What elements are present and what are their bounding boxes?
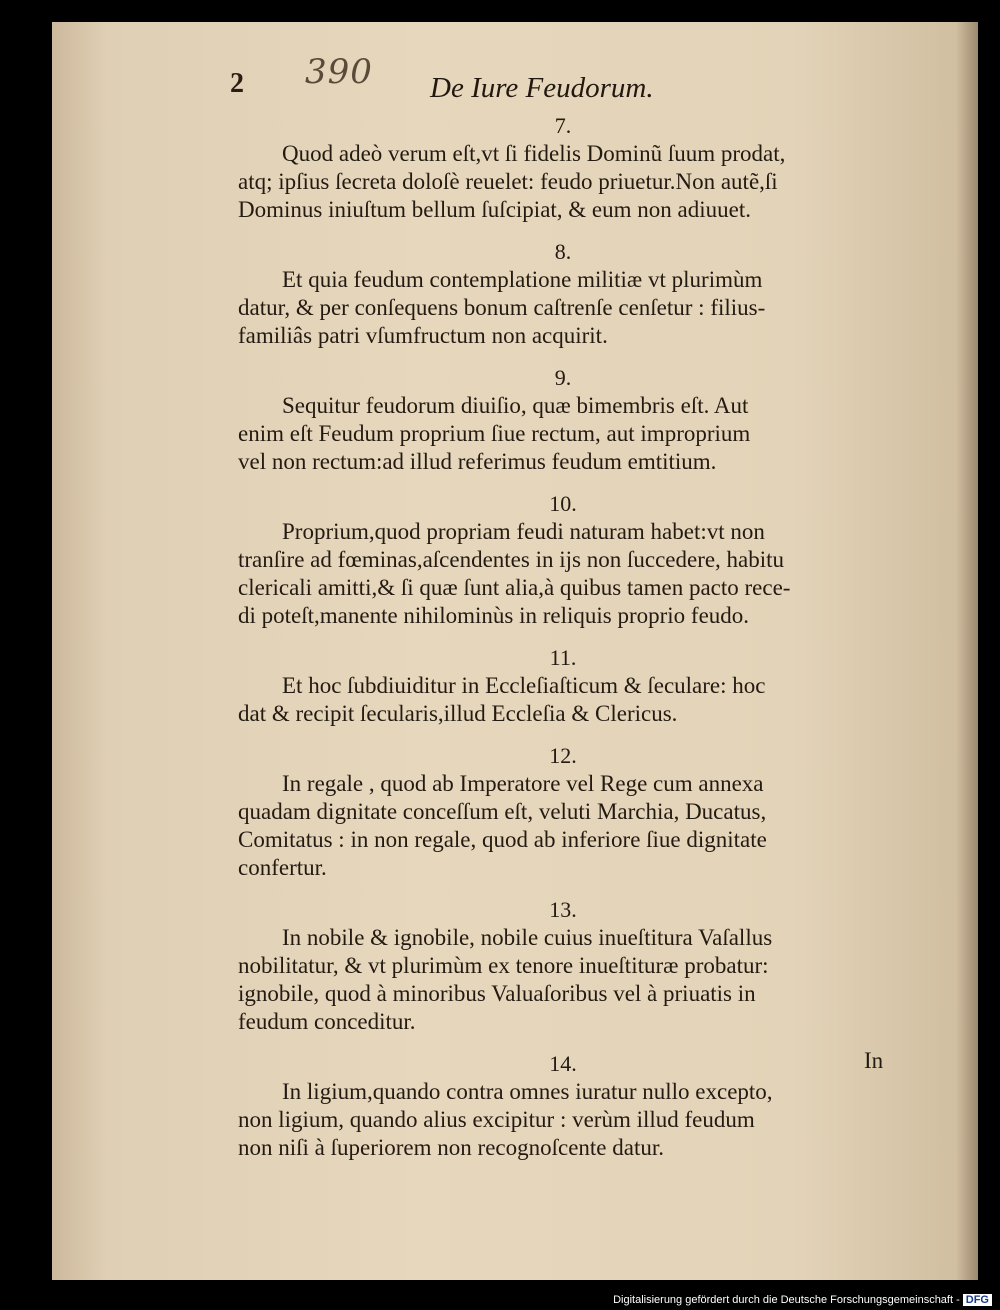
text-line: Dominus iniuſtum bellum ſuſcipiat, & eum non adiuuet.	[238, 197, 751, 222]
section-paragraph	[238, 266, 888, 350]
text-line: In nobile & ignobile, nobile cuius inueſtitura Vaſallus	[282, 925, 773, 950]
dfg-logo: DFG	[963, 1294, 992, 1306]
text-line: Proprium,quod propriam feudi naturam habet:vt non	[282, 519, 765, 544]
text-line: nobilitatur, & vt plurimùm ex tenore inueſtituræ probatur:	[238, 953, 769, 978]
text-line: non ligium, quando alius excipitur : verùm illud feudum	[238, 1107, 755, 1132]
section-number: 12.	[549, 743, 577, 768]
running-head: De Iure Feudorum.	[430, 72, 654, 104]
text-line: In ligium,quando contra omnes iuratur nullo excepto,	[282, 1079, 773, 1104]
text-line: Et quia feudum contemplatione militiæ vt plurimùm	[282, 267, 763, 292]
section-paragraph	[238, 1078, 888, 1162]
section-paragraph	[238, 140, 888, 224]
text-line: non niſi à ſuperiorem non recognoſcente datur.	[238, 1135, 665, 1160]
section-paragraph	[238, 672, 888, 728]
page-gutter-shadow	[956, 22, 978, 1280]
text-line: di poteſt,manente nihilominùs in reliquis proprio feudo.	[238, 603, 750, 628]
text-line: Quod adeò verum eſt,vt ſi fidelis Dominũ ſuum prodat,	[282, 141, 786, 166]
digitization-footer	[613, 1294, 992, 1306]
section-number: 14.	[549, 1051, 577, 1076]
text-line: confertur.	[238, 855, 327, 880]
section-paragraph	[238, 924, 888, 1036]
section-number: 11.	[549, 645, 577, 670]
section-number: 7.	[554, 113, 572, 138]
section-paragraph	[238, 518, 888, 630]
text-line: clericali amitti,& ſi quæ ſunt alia,à quibus tamen pacto rece-	[238, 575, 791, 600]
text-line: vel non rectum:ad illud referimus feudum emtitium.	[238, 449, 717, 474]
text-line: atq; ipſius ſecreta doloſè reuelet: feudo priuetur.Non autẽ,ſi	[238, 169, 778, 194]
footer-text: Digitalisierung gefördert durch die Deutsche Forschungsgemeinschaft -	[613, 1294, 960, 1306]
text-line: Sequitur feudorum diuiſio, quæ bimembris eſt. Aut	[282, 393, 749, 418]
text-line: quadam dignitate conceſſum eſt, veluti Marchia, Ducatus,	[238, 799, 767, 824]
text-line: In regale , quod ab Imperatore vel Rege cum annexa	[282, 771, 764, 796]
folio-number: 2	[230, 68, 244, 99]
section-paragraph	[238, 392, 888, 476]
text-line: datur, & per conſequens bonum caſtrenſe cenſetur : filius-	[238, 295, 766, 320]
text-line: Comitatus : in non regale, quod ab inferiore ſiue dignitate	[238, 827, 767, 852]
section-number: 10.	[549, 491, 577, 516]
text-line: tranſire ad fœminas,aſcendentes in ijs non ſuccedere, habitu	[238, 547, 785, 572]
catchword: In	[864, 1048, 884, 1073]
text-line: ignobile, quod à minoribus Valuaſoribus vel à priuatis in	[238, 981, 756, 1006]
section-paragraph	[238, 770, 888, 882]
section-number: 9.	[554, 365, 572, 390]
handwritten-note: 390	[305, 52, 373, 92]
main-text	[238, 112, 888, 1176]
section-number: 8.	[554, 239, 572, 264]
text-line: enim eſt Feudum proprium ſiue rectum, aut improprium	[238, 421, 751, 446]
text-line: familiâs patri vſumfructum non acquirit.	[238, 323, 608, 348]
text-line: Et hoc ſubdiuiditur in Eccleſiaſticum & ſeculare: hoc	[282, 673, 766, 698]
section-number: 13.	[549, 897, 577, 922]
text-line: feudum conceditur.	[238, 1009, 416, 1034]
text-line: dat & recipit ſecularis,illud Eccleſia & Clericus.	[238, 701, 678, 726]
